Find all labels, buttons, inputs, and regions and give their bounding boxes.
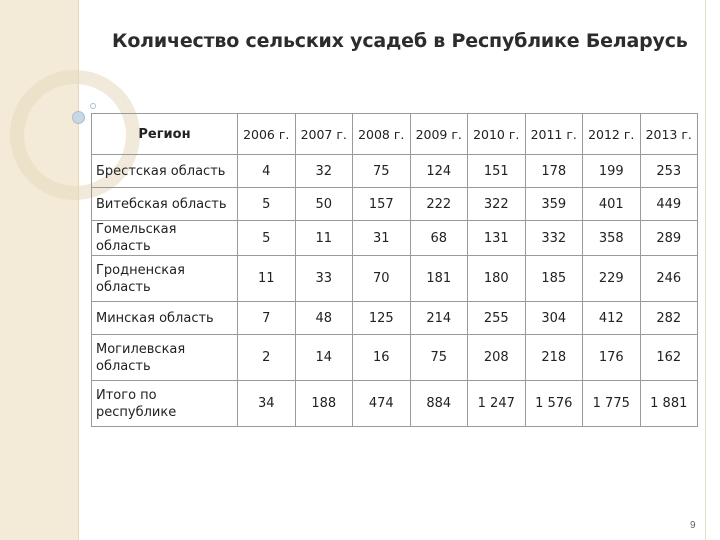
value-cell: 401 [583,188,641,221]
value-cell: 180 [468,256,526,302]
right-border-line [705,0,706,540]
value-cell: 4 [238,155,296,188]
value-cell: 16 [353,335,411,381]
value-cell: 151 [468,155,526,188]
value-cell: 178 [525,155,583,188]
value-cell: 246 [640,256,698,302]
value-cell: 1 775 [583,381,641,427]
header-year: 2006 г. [238,114,296,155]
value-cell: 157 [353,188,411,221]
value-cell: 33 [295,256,353,302]
value-cell: 322 [468,188,526,221]
value-cell: 359 [525,188,583,221]
value-cell: 2 [238,335,296,381]
value-cell: 14 [295,335,353,381]
value-cell: 68 [410,221,468,256]
value-cell: 75 [353,155,411,188]
region-name-cell: Брестская область [92,155,238,188]
header-year: 2009 г. [410,114,468,155]
slide-title: Количество сельских усадеб в Республике Беларусь [112,30,688,52]
table-row [92,302,698,335]
value-cell: 218 [525,335,583,381]
homesteads-table [91,113,698,427]
value-cell: 34 [238,381,296,427]
table-row [92,335,698,381]
region-name-cell: Витебская область [92,188,238,221]
table-row [92,256,698,302]
region-name-cell: Гомельская область [92,221,238,256]
table-row [92,188,698,221]
value-cell: 75 [410,335,468,381]
decorative-dot-small [90,103,96,109]
value-cell: 125 [353,302,411,335]
value-cell: 255 [468,302,526,335]
header-year: 2012 г. [583,114,641,155]
value-cell: 188 [295,381,353,427]
page-number: 9 [690,520,696,531]
table-header-row [92,114,698,155]
value-cell: 48 [295,302,353,335]
value-cell: 5 [238,188,296,221]
value-cell: 1 247 [468,381,526,427]
value-cell: 181 [410,256,468,302]
value-cell: 176 [583,335,641,381]
value-cell: 1 576 [525,381,583,427]
value-cell: 289 [640,221,698,256]
header-region: Регион [92,114,238,155]
region-name-cell: Минская область [92,302,238,335]
decorative-dot [72,111,85,124]
header-year: 2008 г. [353,114,411,155]
value-cell: 412 [583,302,641,335]
header-year: 2007 г. [295,114,353,155]
value-cell: 32 [295,155,353,188]
value-cell: 31 [353,221,411,256]
value-cell: 222 [410,188,468,221]
value-cell: 199 [583,155,641,188]
value-cell: 229 [583,256,641,302]
value-cell: 449 [640,188,698,221]
header-year: 2013 г. [640,114,698,155]
header-year: 2010 г. [468,114,526,155]
value-cell: 253 [640,155,698,188]
value-cell: 208 [468,335,526,381]
value-cell: 474 [353,381,411,427]
value-cell: 1 881 [640,381,698,427]
value-cell: 358 [583,221,641,256]
header-year: 2011 г. [525,114,583,155]
value-cell: 5 [238,221,296,256]
region-name-cell: Гродненская область [92,256,238,302]
table-row [92,221,698,256]
value-cell: 162 [640,335,698,381]
value-cell: 282 [640,302,698,335]
value-cell: 884 [410,381,468,427]
value-cell: 11 [295,221,353,256]
value-cell: 70 [353,256,411,302]
table-row [92,381,698,427]
region-name-cell: Могилевская область [92,335,238,381]
region-name-cell: Итого по республике [92,381,238,427]
table-row [92,155,698,188]
value-cell: 332 [525,221,583,256]
value-cell: 124 [410,155,468,188]
value-cell: 185 [525,256,583,302]
value-cell: 131 [468,221,526,256]
value-cell: 7 [238,302,296,335]
value-cell: 304 [525,302,583,335]
value-cell: 11 [238,256,296,302]
value-cell: 214 [410,302,468,335]
value-cell: 50 [295,188,353,221]
